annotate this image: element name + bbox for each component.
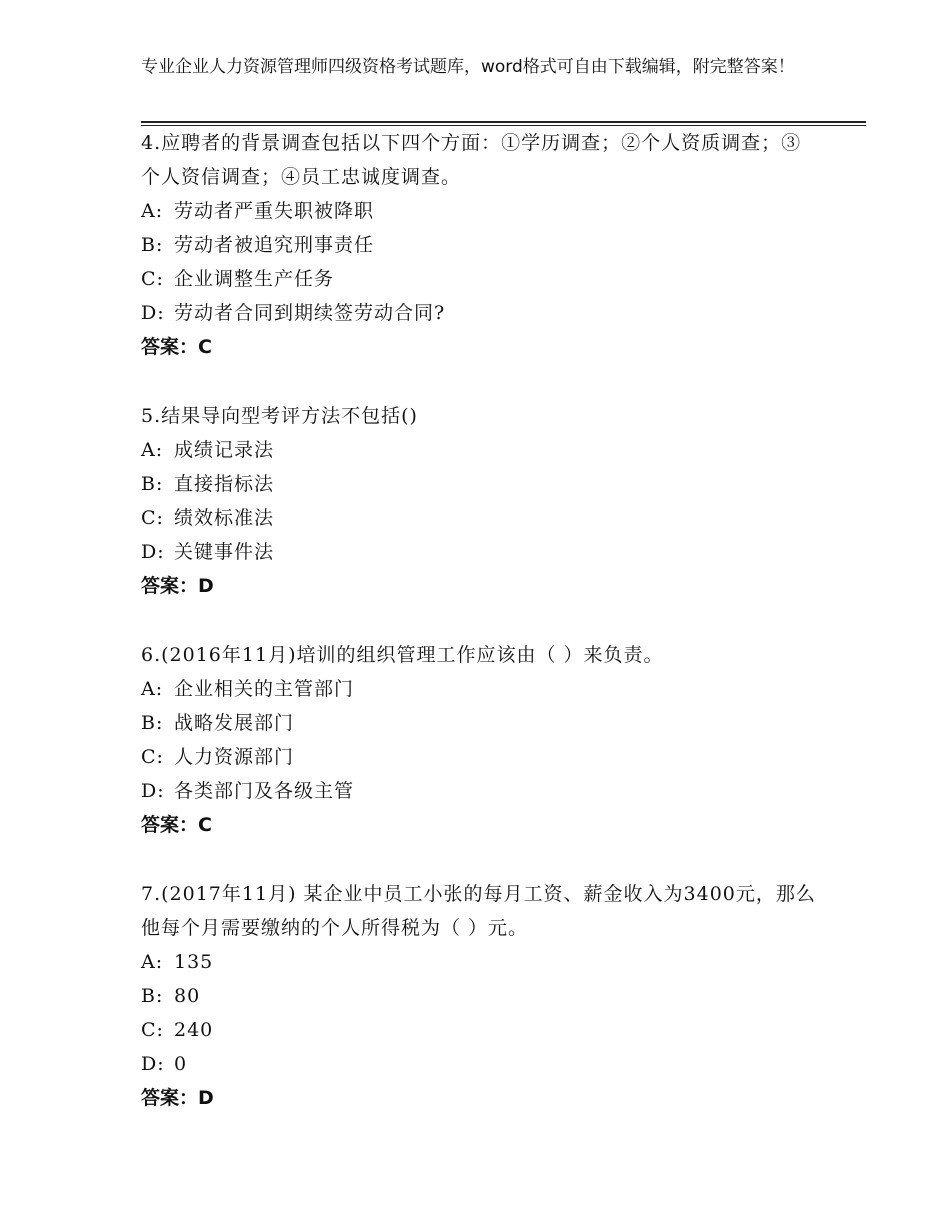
option-text: 绩效标准法: [174, 507, 275, 529]
option-text: 各类部门及各级主管: [174, 780, 355, 802]
option-text: 人力资源部门: [174, 746, 295, 768]
option-letter: C:: [141, 507, 164, 529]
option-b: [141, 228, 821, 262]
answer-line: 答案：C: [141, 336, 212, 358]
option-a: [141, 672, 821, 706]
answer-line: 答案：D: [141, 1087, 214, 1109]
document-header: 专业企业人力资源管理师四级资格考试题库，word格式可自由下载编辑，附完整答案！: [141, 57, 795, 77]
option-letter: B:: [141, 985, 164, 1007]
question-stem: 4.应聘者的背景调查包括以下四个方面：①学历调查；②个人资质调查；③个人资信调查；④员工忠诚度调查。: [141, 132, 802, 188]
option-letter: C:: [141, 268, 164, 290]
option-text: 0: [174, 1053, 188, 1075]
option-d: [141, 1047, 821, 1081]
option-text: 战略发展部门: [174, 712, 295, 734]
option-text: 关键事件法: [174, 541, 275, 563]
question-5: [141, 399, 821, 603]
option-letter: D:: [141, 302, 165, 324]
option-letter: B:: [141, 234, 164, 256]
option-a: [141, 945, 821, 979]
option-text: 成绩记录法: [174, 439, 275, 461]
option-c: [141, 262, 821, 296]
question-6: [141, 638, 821, 842]
option-letter: A:: [141, 200, 164, 222]
option-d: [141, 296, 821, 330]
option-letter: B:: [141, 473, 164, 495]
option-letter: C:: [141, 746, 164, 768]
question-4: [141, 126, 821, 364]
option-c: [141, 740, 821, 774]
option-d: [141, 774, 821, 808]
option-b: [141, 467, 821, 501]
option-b: [141, 706, 821, 740]
option-letter: C:: [141, 1019, 164, 1041]
option-letter: B:: [141, 712, 164, 734]
option-text: 劳动者被追究刑事责任: [174, 234, 375, 256]
header-divider-thick: [141, 121, 866, 123]
option-text: 企业相关的主管部门: [174, 678, 355, 700]
option-a: [141, 194, 821, 228]
question-stem: 6.(2016年11月)培训的组织管理工作应该由（ ）来负责。: [141, 644, 664, 666]
option-text: 135: [174, 951, 214, 973]
option-text: 劳动者合同到期续签劳动合同?: [174, 302, 446, 324]
answer-line: 答案：D: [141, 575, 214, 597]
option-text: 240: [174, 1019, 214, 1041]
option-letter: D:: [141, 541, 165, 563]
option-d: [141, 535, 821, 569]
option-c: [141, 1013, 821, 1047]
option-b: [141, 979, 821, 1013]
question-stem: 7.(2017年11月) 某企业中员工小张的每月工资、薪金收入为3400元，那么他每个月需要缴纳的个人所得税为（ ）元。: [141, 883, 816, 939]
option-text: 直接指标法: [174, 473, 275, 495]
answer-line: 答案：C: [141, 814, 212, 836]
option-letter: A:: [141, 439, 164, 461]
option-text: 企业调整生产任务: [174, 268, 335, 290]
option-letter: D:: [141, 1053, 165, 1075]
option-letter: A:: [141, 951, 164, 973]
question-7: [141, 877, 821, 1115]
option-text: 80: [174, 985, 201, 1007]
option-letter: A:: [141, 678, 164, 700]
option-text: 劳动者严重失职被降职: [174, 200, 375, 222]
option-letter: D:: [141, 780, 165, 802]
option-c: [141, 501, 821, 535]
option-a: [141, 433, 821, 467]
question-stem: 5.结果导向型考评方法不包括(): [141, 405, 418, 427]
